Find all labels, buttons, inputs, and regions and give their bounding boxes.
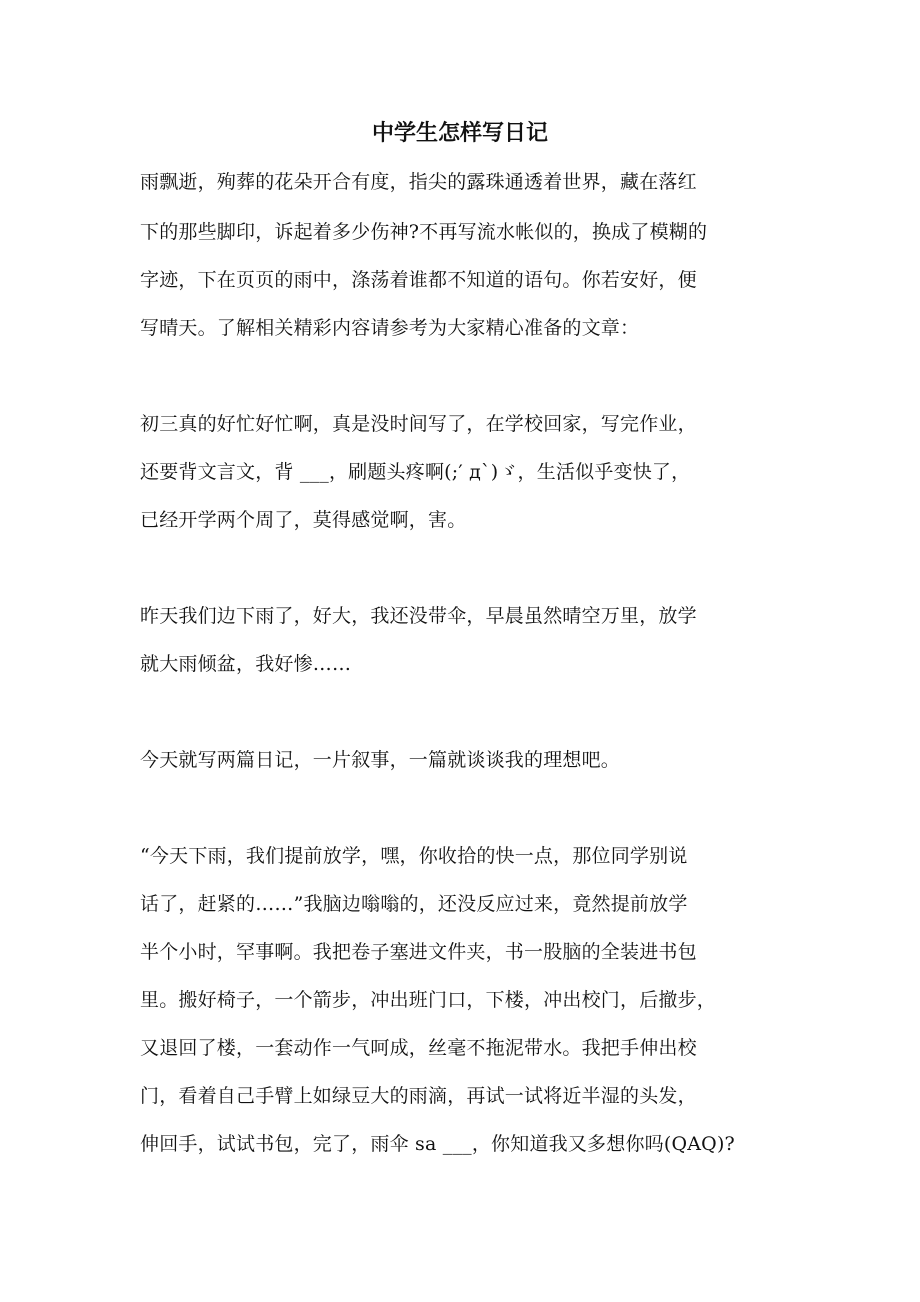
paragraph-2-line-1: 初三真的好忙好忙啊，真是没时间写了，在学校回家，写完作业， (140, 413, 697, 435)
paragraph-5-line-3: 半个小时，罕事啊。我把卷子塞进文件夹，书一股脑的全装进书包 (140, 941, 697, 963)
paragraph-5-line-6: 门，看着自己手臂上如绿豆大的雨滴，再试一试将近半湿的头发， (140, 1085, 697, 1107)
document-title: 中学生怎样写日记 (371, 121, 548, 146)
paragraph-2-line-2: 还要背文言文，背 ___，刷题头疼啊(;′ д`)ゞ，生活似乎变快了， (140, 461, 691, 483)
paragraph-5-line-2: 话了，赶紧的……”我脑边嗡嗡的，还没反应过来，竟然提前放学 (140, 893, 688, 915)
paragraph-2-line-3: 已经开学两个周了，莫得感觉啊，害。 (140, 509, 467, 531)
paragraph-5-line-4: 里。搬好椅子，一个箭步，冲出班门口，下楼，冲出校门，后撤步， (140, 989, 717, 1011)
paragraph-1-line-2: 下的那些脚印，诉起着多少伤神?不再写流水帐似的，换成了模糊的 (140, 221, 708, 243)
paragraph-1-line-4: 写晴天。了解相关精彩内容请参考为大家精心准备的文章： (140, 317, 640, 339)
paragraph-5-line-5: 又退回了楼，一套动作一气呵成，丝毫不拖泥带水。我把手伸出校 (140, 1037, 697, 1059)
paragraph-4-line-1: 今天就写两篇日记，一片叙事，一篇就谈谈我的理想吧。 (140, 749, 621, 771)
paragraph-5-line-1: “今天下雨，我们提前放学，嘿，你收拾的快一点，那位同学别说 (140, 845, 688, 867)
paragraph-1-line-3: 字迹，下在页页的雨中，涤荡着谁都不知道的语句。你若安好，便 (140, 269, 697, 291)
paragraph-3-line-2: 就大雨倾盆，我好惨…… (140, 653, 352, 675)
paragraph-3-line-1: 昨天我们边下雨了，好大，我还没带伞，早晨虽然晴空万里，放学 (140, 605, 697, 627)
paragraph-5-line-7: 伸回手，试试书包，完了，雨伞 sa ___，你知道我又多想你吗(QAQ)? (140, 1133, 735, 1155)
paragraph-1-line-1: 雨飘逝，殉葬的花朵开合有度，指尖的露珠通透着世界，藏在落红 (140, 171, 697, 193)
